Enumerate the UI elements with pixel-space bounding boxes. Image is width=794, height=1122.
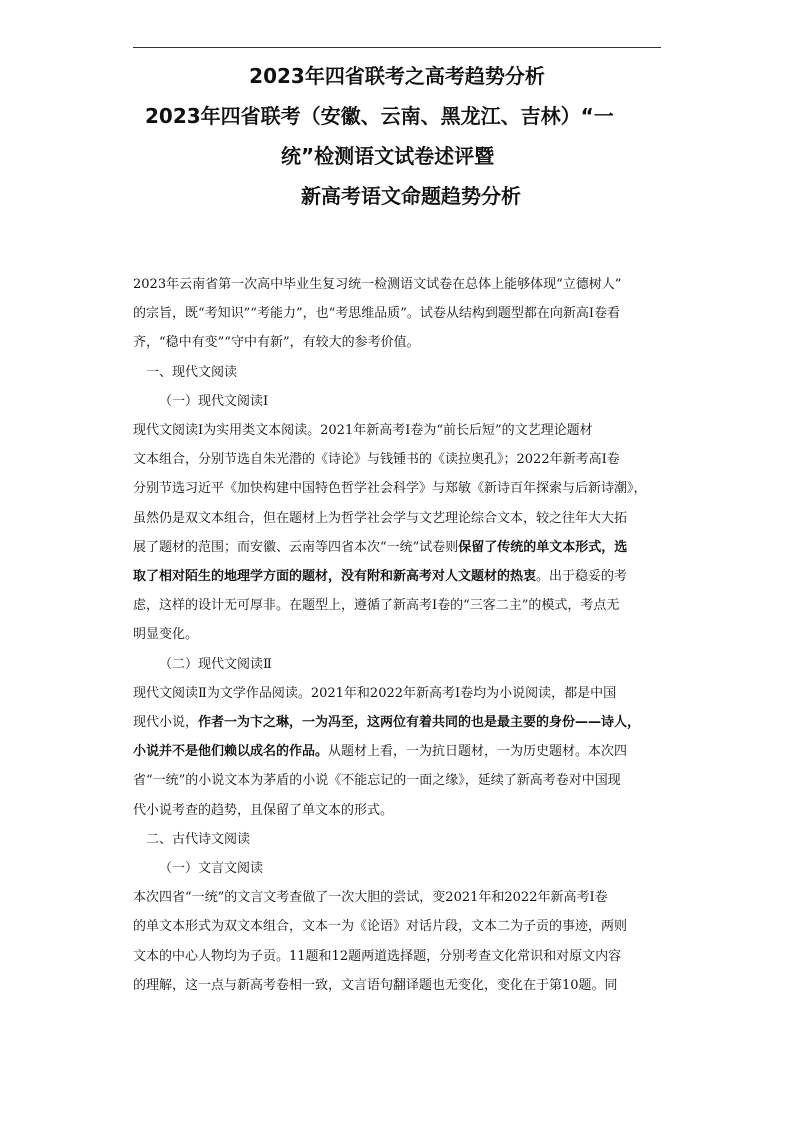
subsection-heading: （二）现代文阅读Ⅱ: [159, 656, 272, 672]
emphasis-text: 保留了传统的单文本形式，选: [458, 539, 628, 555]
body-line: 的理解，这一点与新高考卷相一致，文言语句翻译题也无变化，变化在于第10题。同: [133, 977, 618, 993]
subtitle-line-2: 统”检测语文试卷述评暨: [281, 144, 495, 168]
body-text: 。出于稳妥的考: [536, 569, 628, 585]
body-line: 虽然仍是双文本组合，但在题材上为哲学社会学与文艺理论综合文本，较之往年大大拓: [133, 510, 628, 526]
body-line: 代小说考查的趋势，且保留了单文本的形式。: [133, 802, 394, 818]
body-text: 从题材上看，一为抗日题材，一为历史题材。本次四: [328, 744, 628, 760]
header-rule: [133, 47, 661, 48]
subtitle-line-1: 2023年四省联考（安徽、云南、黑龙江、吉林）“一: [145, 104, 614, 128]
body-line: [133, 562, 663, 591]
emphasis-text: 作者一为卞之琳，一为冯至，这两位有着共同的也是最主要的身份——诗人，: [198, 715, 641, 731]
document-body: [133, 270, 663, 1000]
title-block: [133, 64, 661, 208]
section-heading: 二、古代诗文阅读: [146, 831, 251, 847]
body-line: 明显变化。: [133, 627, 199, 643]
body-line: 省“一统”的小说文本为茅盾的小说《不能忘记的一面之缘》，延续了新高考卷对中国现: [133, 773, 621, 789]
body-line: 文本的中心人物均为子贡。11题和12题两道选择题，分别考查文化常识和对原文内容: [133, 948, 622, 964]
emphasis-text: 取了相对陌生的地理学方面的题材，没有附和新高考对人文题材的热衷: [133, 569, 537, 585]
body-line: 齐，“稳中有变”“守中有新”，有较大的参考价值。: [133, 335, 420, 351]
body-line: [133, 737, 663, 766]
body-line: 现代文阅读Ⅱ为文学作品阅读。2021年和2022年新高考Ⅰ卷均为小说阅读，都是中国: [133, 685, 617, 701]
body-line: 现代文阅读Ⅰ为实用类文本阅读。2021年新高考Ⅰ卷为“前长后短”的文艺理论题材: [133, 423, 593, 439]
section-heading: 一、现代文阅读: [146, 364, 238, 380]
body-line: 虑，这样的设计无可厚非。在题型上，遵循了新高考Ⅰ卷的“三客二主”的模式，考点无: [133, 598, 620, 614]
body-line: 的单文本形式为双文本组合，文本一为《论语》对话片段，文本二为子贡的事迹，两则: [133, 919, 628, 935]
body-line: [133, 533, 663, 562]
body-line: 文本组合，分别节选自朱光潜的《诗论》与钱锺书的《读拉奥孔》；2022年新考高Ⅰ卷: [133, 452, 620, 468]
body-text: 展了题材的范围；而安徽、云南等四省本次“一统”试卷则: [133, 539, 459, 555]
main-title: 2023年四省联考之高考趋势分析: [249, 64, 545, 88]
subsection-heading: （一）文言文阅读: [159, 861, 264, 877]
emphasis-text: 小说并不是他们赖以成名的作品。: [133, 744, 329, 760]
body-line: 本次四省“一统”的文言文考查做了一次大胆的尝试，变2021年和2022年新高考Ⅰ卷: [133, 890, 608, 906]
body-line: 分别节选习近平《加快构建中国特色哲学社会科学》与郑敏《新诗百年探索与后新诗潮》，: [133, 481, 647, 497]
subsection-heading: （一）现代文阅读Ⅰ: [159, 393, 269, 409]
body-text: 现代小说，: [133, 715, 199, 731]
body-line: [133, 708, 663, 737]
subtitle-line-3: 新高考语文命题趋势分析: [301, 184, 521, 208]
body-line: 2023年云南省第一次高中毕业生复习统一检测语文试卷在总体上能够体现“立德树人”: [133, 277, 622, 292]
body-line: 的宗旨，既“考知识”“考能力”，也“考思维品质”。试卷从结构到题型都在向新高Ⅰ卷看: [133, 306, 621, 322]
